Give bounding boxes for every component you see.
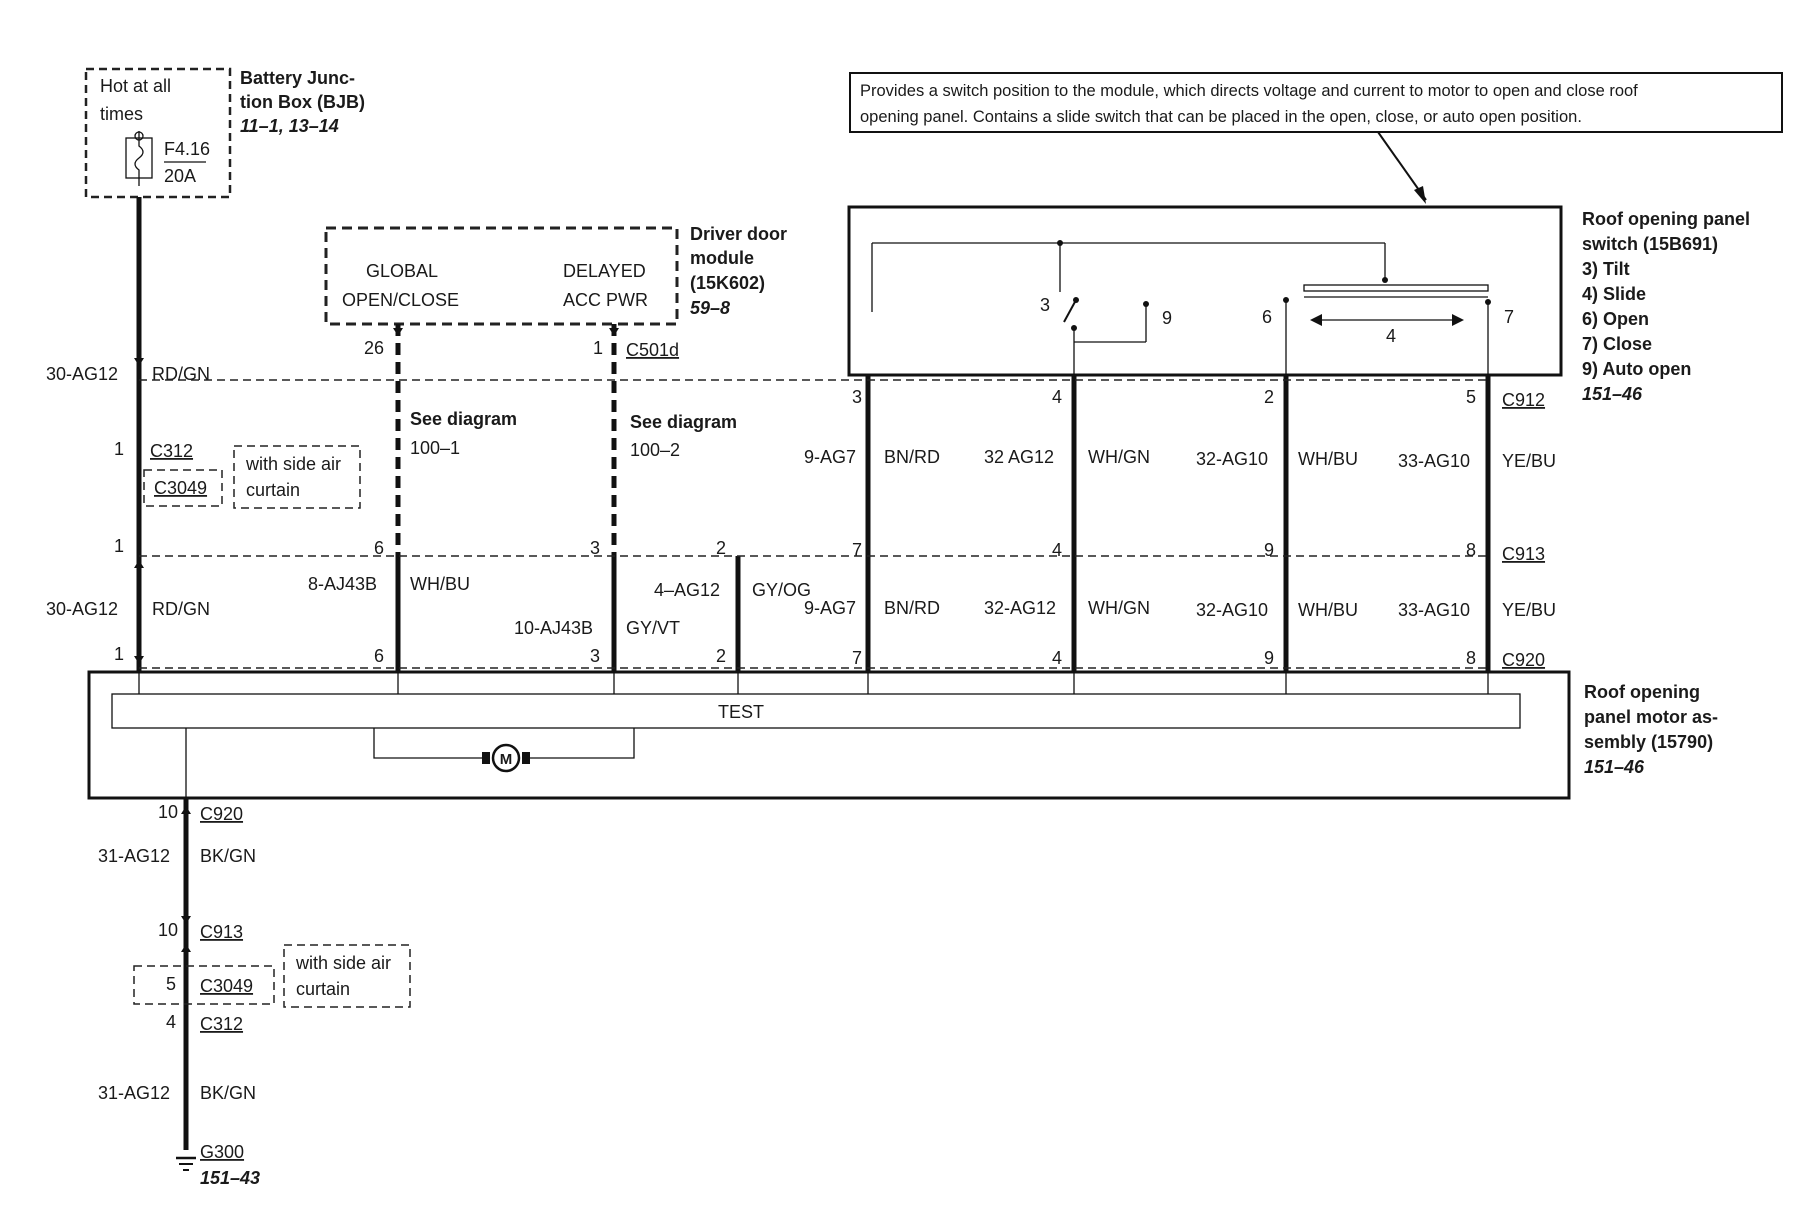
lo-color-3: WH/BU xyxy=(1298,600,1358,620)
pin-6-c913: 6 xyxy=(374,538,385,558)
slide-switch-icon xyxy=(1304,285,1488,291)
see-diagram-2: See diagram xyxy=(630,412,738,432)
note-line-2: opening panel. Contains a slide switch that can be placed in the open, close, or auto open position. xyxy=(860,108,1582,126)
w3-color: GY/OG xyxy=(752,580,812,600)
see-diagram-1: See diagram xyxy=(410,409,518,429)
g-c920: C920 xyxy=(200,804,244,824)
side-air-upper-2: curtain xyxy=(246,480,301,500)
ddm-title-2: module xyxy=(690,248,755,268)
pin-3-c913: 3 xyxy=(590,538,601,558)
lo-id-4: 33-AG10 xyxy=(1398,600,1471,620)
bjb-hot-line2: times xyxy=(100,104,144,124)
up-id-4: 33-AG10 xyxy=(1398,451,1471,471)
sw-label-3: 3 xyxy=(1040,295,1051,315)
c913-label: C913 xyxy=(1502,544,1546,564)
up-color-3: WH/BU xyxy=(1298,449,1358,469)
w2-id: 10-AJ43B xyxy=(514,618,594,638)
g-pin-c312: 4 xyxy=(166,1012,177,1032)
lo-pin-2: 4 xyxy=(1052,648,1063,668)
up-pin-2: 4 xyxy=(1052,387,1063,407)
side-air-upper-1: with side air xyxy=(246,454,342,474)
pin-3-c920: 3 xyxy=(590,646,601,666)
driver-door-module xyxy=(326,224,787,360)
lo-id-2: 32-AG12 xyxy=(984,598,1057,618)
g-pin-c913: 10 xyxy=(158,920,179,940)
ddm-pin-1: 1 xyxy=(593,338,604,358)
g-color-1: BK/GN xyxy=(200,846,257,866)
lo-color-2: WH/GN xyxy=(1088,598,1150,618)
feed-id-lower: 30-AG12 xyxy=(46,599,119,619)
see-diagram-1-ref: 100–1 xyxy=(410,438,461,458)
c312-upper: C312 xyxy=(150,441,194,461)
ddm-pin-26: 26 xyxy=(364,338,385,358)
feed-pin-c312: 1 xyxy=(114,439,125,459)
switch-item-1: 3) Tilt xyxy=(1582,259,1630,279)
g300-label: G300 xyxy=(200,1142,245,1162)
pin-2-c920: 2 xyxy=(716,646,727,666)
side-air-lower-1: with side air xyxy=(296,953,392,973)
ddm-left-1: GLOBAL xyxy=(366,261,439,281)
c920-label: C920 xyxy=(1502,650,1546,670)
ddm-title-3: (15K602) xyxy=(690,273,766,293)
side-air-lower-2: curtain xyxy=(296,979,351,999)
sw-label-7: 7 xyxy=(1504,307,1515,327)
g300-ref: 151–43 xyxy=(200,1168,261,1188)
ddm-right-2: ACC PWR xyxy=(563,290,648,310)
feed-pin-c913: 1 xyxy=(114,536,125,556)
lo-pin-1: 7 xyxy=(852,648,863,668)
mid-pin-2: 4 xyxy=(1052,540,1063,560)
up-id-3: 32-AG10 xyxy=(1196,449,1269,469)
w1-id: 8-AJ43B xyxy=(308,574,378,594)
up-color-1: BN/RD xyxy=(884,447,941,467)
switch-item-5: 9) Auto open xyxy=(1582,359,1692,379)
note-line-1: Provides a switch position to the module, which directs voltage and current to motor to open and close roof xyxy=(860,82,1638,100)
g-c3049: C3049 xyxy=(200,976,254,996)
sw-label-9: 9 xyxy=(1162,308,1173,328)
ddm-ref: 59–8 xyxy=(690,298,731,318)
test-label: TEST xyxy=(717,702,765,722)
switch-item-4: 7) Close xyxy=(1582,334,1653,354)
switch-title-1: Roof opening panel xyxy=(1582,209,1750,229)
switch-title-2: switch (15B691) xyxy=(1582,234,1719,254)
up-pin-1: 3 xyxy=(852,387,863,407)
motor-label: M xyxy=(499,751,513,768)
mid-pin-4: 8 xyxy=(1466,540,1477,560)
motor-ref: 151–46 xyxy=(1584,757,1645,777)
description-note xyxy=(850,73,1782,204)
motor-title-1: Roof opening xyxy=(1584,682,1700,702)
motor-title-3: sembly (15790) xyxy=(1584,732,1714,752)
fuse-id: F4.16 xyxy=(164,139,211,159)
up-color-4: YE/BU xyxy=(1502,451,1557,471)
lo-color-4: YE/BU xyxy=(1502,600,1557,620)
g-id-1: 31-AG12 xyxy=(98,846,171,866)
sw-label-6: 6 xyxy=(1262,307,1273,327)
feed-color-upper: RD/GN xyxy=(152,364,210,384)
pin-6-c920: 6 xyxy=(374,646,385,666)
g-pin-c3049: 5 xyxy=(166,974,177,994)
bjb-ref: 11–1, 13–14 xyxy=(240,116,339,136)
c501d-label: C501d xyxy=(626,340,680,360)
lo-id-3: 32-AG10 xyxy=(1196,600,1269,620)
switch-ref: 151–46 xyxy=(1582,384,1643,404)
arrow-left-icon xyxy=(1310,314,1322,326)
w3-id: 4–AG12 xyxy=(654,580,721,600)
g-id-2: 31-AG12 xyxy=(98,1083,171,1103)
lo-color-1: BN/RD xyxy=(884,598,941,618)
up-pin-3: 2 xyxy=(1264,387,1275,407)
feed-id-upper: 30-AG12 xyxy=(46,364,119,384)
arrow-icon xyxy=(1414,186,1426,204)
up-id-2: 32 AG12 xyxy=(984,447,1055,467)
lo-id-1: 9-AG7 xyxy=(804,598,857,618)
g-pin-c920: 10 xyxy=(158,802,179,822)
see-diagram-2-ref: 100–2 xyxy=(630,440,681,460)
bjb-title-1: Battery Junc- xyxy=(240,68,356,88)
motor-title-2: panel motor as- xyxy=(1584,707,1719,727)
ddm-right-1: DELAYED xyxy=(563,261,646,281)
up-id-1: 9-AG7 xyxy=(804,447,857,467)
battery-junction-box xyxy=(86,68,365,197)
g-color-2: BK/GN xyxy=(200,1083,257,1103)
roof-opening-panel-motor xyxy=(89,672,1569,798)
feed-color-lower: RD/GN xyxy=(152,599,210,619)
mid-pin-1: 7 xyxy=(852,540,863,560)
lo-pin-4: 8 xyxy=(1466,648,1477,668)
up-pin-4: 5 xyxy=(1466,387,1477,407)
c912-label: C912 xyxy=(1502,390,1546,410)
g-c913: C913 xyxy=(200,922,244,942)
ddm-title-1: Driver door xyxy=(690,224,788,244)
bjb-title-2: tion Box (BJB) xyxy=(240,92,365,112)
pin-2-c913: 2 xyxy=(716,538,727,558)
switch-item-3: 6) Open xyxy=(1582,309,1650,329)
mid-pin-3: 9 xyxy=(1264,540,1275,560)
w1-color: WH/BU xyxy=(410,574,470,594)
switch-item-2: 4) Slide xyxy=(1582,284,1647,304)
lo-pin-3: 9 xyxy=(1264,648,1275,668)
roof-opening-panel-switch xyxy=(849,207,1561,375)
c3049-upper: C3049 xyxy=(154,478,208,498)
fuse-amps: 20A xyxy=(164,166,197,186)
feed-pin-c920: 1 xyxy=(114,644,125,664)
sw-label-4: 4 xyxy=(1386,326,1397,346)
w2-color: GY/VT xyxy=(626,618,681,638)
bjb-hot-line1: Hot at all xyxy=(100,76,172,96)
g-c312: C312 xyxy=(200,1014,244,1034)
up-color-2: WH/GN xyxy=(1088,447,1150,467)
ddm-left-2: OPEN/CLOSE xyxy=(342,290,460,310)
arrow-right-icon xyxy=(1452,314,1464,326)
